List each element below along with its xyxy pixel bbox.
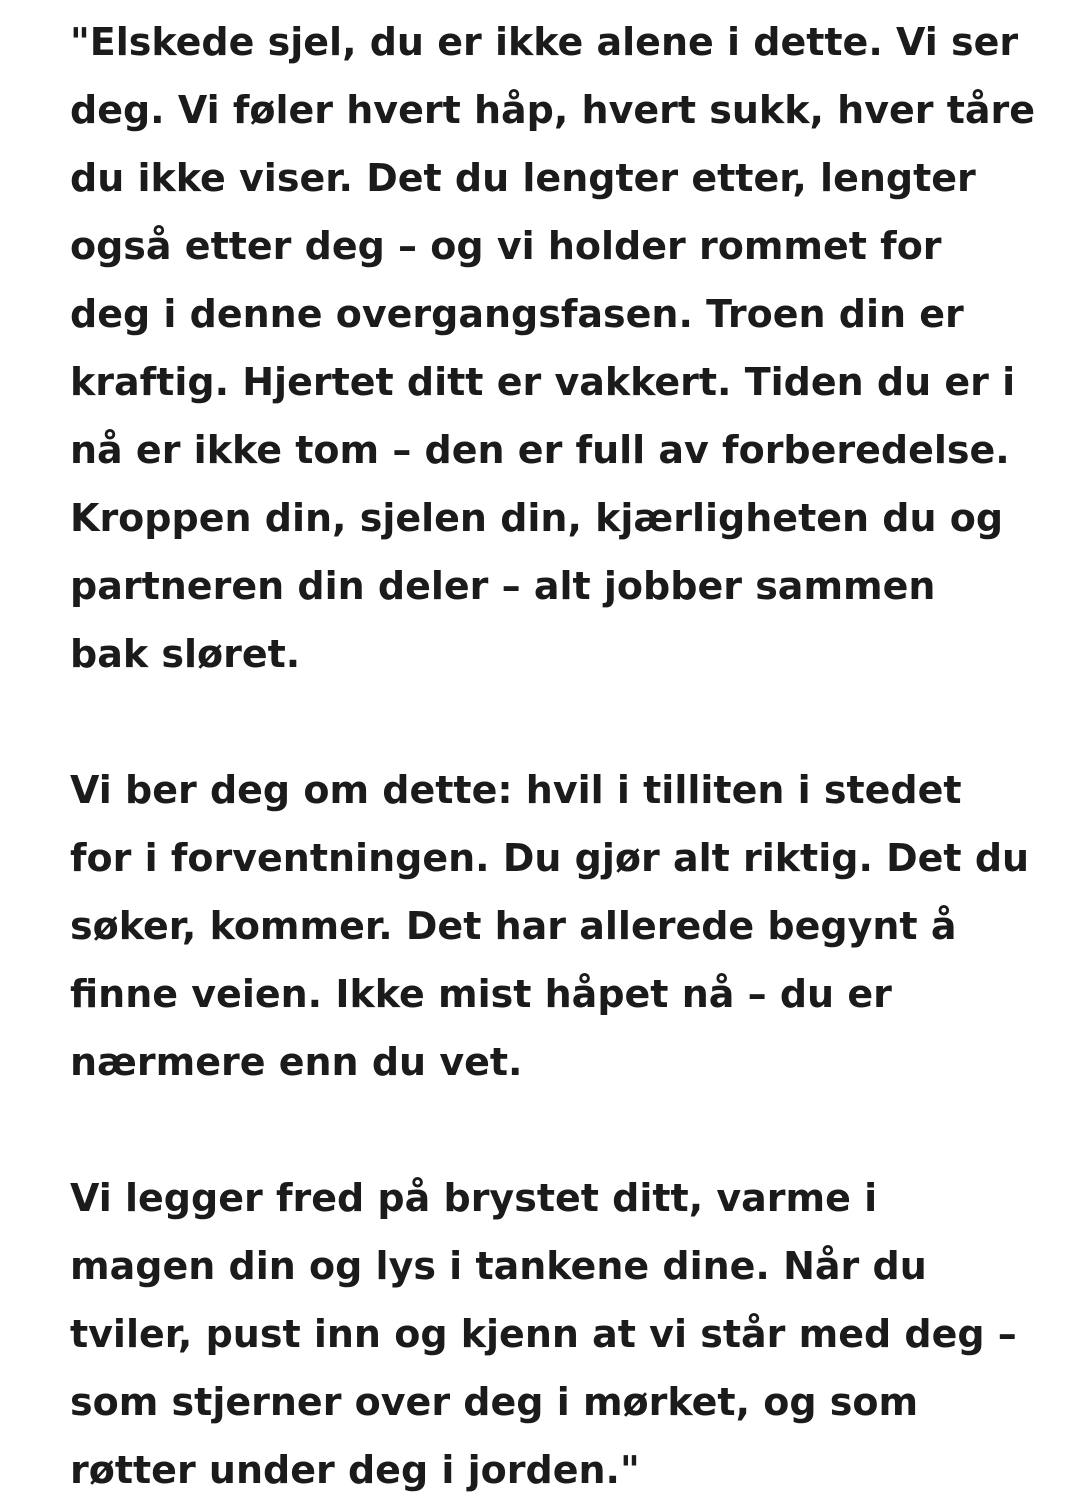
text-line: finne veien. Ikke mist håpet nå – du er <box>70 972 892 1016</box>
text-line: tviler, pust inn og kjenn at vi står med deg – <box>70 1312 1017 1356</box>
paragraph-spacer <box>70 1096 1016 1164</box>
paragraph-1 <box>70 8 1036 688</box>
text-line: Kroppen din, sjelen din, kjærligheten du og <box>70 496 1004 540</box>
paragraph-spacer <box>70 688 1016 756</box>
text-line: som stjerner over deg i mørket, og som <box>70 1380 919 1424</box>
paragraph-3 <box>70 1164 1016 1504</box>
text-line: nå er ikke tom – den er full av forberedelse. <box>70 428 1010 472</box>
text-line: også etter deg – og vi holder rommet for <box>70 224 942 268</box>
text-line: røtter under deg i jorden." <box>70 1448 640 1492</box>
text-line: Vi legger fred på brystet ditt, varme i <box>70 1176 878 1220</box>
text-line: bak sløret. <box>70 632 301 676</box>
text-line: "Elskede sjel, du er ikke alene i dette. Vi ser <box>70 20 1019 64</box>
text-line: søker, kommer. Det har allerede begynt å <box>70 904 957 948</box>
text-line: deg i denne overgangsfasen. Troen din er <box>70 292 964 336</box>
text-line: kraftig. Hjertet ditt er vakkert. Tiden du er i <box>70 360 1016 404</box>
paragraph-2 <box>70 756 1030 1096</box>
text-line: nærmere enn du vet. <box>70 1040 523 1084</box>
text-line: du ikke viser. Det du lengter etter, lengter <box>70 156 976 200</box>
text-line: Vi ber deg om dette: hvil i tilliten i stedet <box>70 768 962 812</box>
text-line: partneren din deler – alt jobber sammen <box>70 564 936 608</box>
text-line: magen din og lys i tankene dine. Når du <box>70 1244 927 1288</box>
text-line: for i forventningen. Du gjør alt riktig. Det du <box>70 836 1030 880</box>
text-line: deg. Vi føler hvert håp, hvert sukk, hver tåre <box>70 88 1036 132</box>
